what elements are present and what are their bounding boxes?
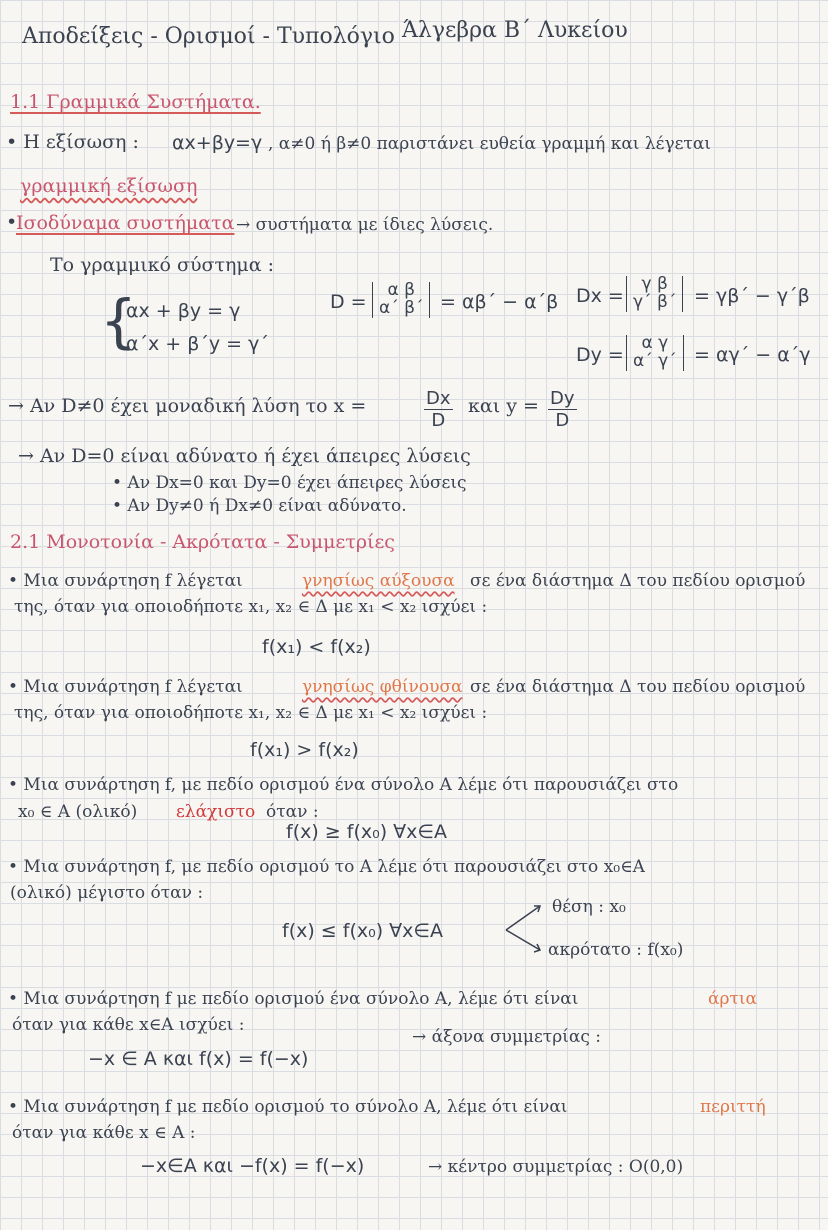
- linear-eq-lead: • Η εξίσωση :: [6, 131, 139, 153]
- linear-eq-formula: αx+βy=γ: [172, 132, 263, 154]
- dx-result: = γβ΄ − γ΄β: [694, 285, 810, 307]
- dx-label: Dx =: [576, 285, 624, 307]
- increasing-term: γνησίως αύξουσα: [302, 571, 455, 591]
- dy-determinant: [626, 335, 684, 371]
- fraction-dx-over-d: [424, 388, 453, 431]
- section-heading-2-1: 2.1 Μονοτονία - Ακρότατα - Συμμετρίες: [10, 531, 395, 553]
- case-d-zero-b: • Αν Dy≠0 ή Dx≠0 είναι αδύνατο.: [112, 496, 407, 516]
- even-line-1a: • Μια συνάρτηση f με πεδίο ορισμού ένα σύνολο A, λέμε ότι είναι: [8, 989, 579, 1009]
- system-brace: {: [100, 287, 137, 355]
- even-line-2: όταν για κάθε x∈A ισχύει :: [12, 1015, 245, 1035]
- odd-formula: −x∈A και −f(x) = f(−x): [140, 1155, 365, 1177]
- odd-term: περιττή: [700, 1097, 766, 1117]
- dy-row-2: α΄ γ΄: [633, 350, 677, 371]
- d-row-1: α β: [387, 280, 415, 300]
- system-intro: Το γραμμικό σύστημα :: [50, 254, 275, 276]
- linear-eq-term: γραμμική εξίσωση: [20, 175, 198, 197]
- d-result: = αβ΄ − α΄β: [440, 291, 559, 313]
- minimum-line-2a: x₀ ∈ A (ολικό): [18, 802, 138, 822]
- d-determinant: [372, 282, 430, 318]
- fraction-denominator: D: [431, 410, 446, 431]
- decreasing-formula: f(x₁) > f(x₂): [250, 739, 359, 761]
- dy-result: = αγ΄ − α΄γ: [694, 344, 811, 366]
- case-d-zero-a: • Αν Dx=0 και Dy=0 έχει άπειρες λύσεις: [112, 473, 467, 493]
- maximum-value: ακρότατο : f(x₀): [548, 940, 684, 960]
- d-label: D =: [330, 291, 367, 313]
- case-and: και y =: [468, 395, 539, 417]
- even-axis: → άξονα συμμετρίας :: [412, 1027, 601, 1047]
- system-eq-1: αx + βy = γ: [126, 300, 241, 322]
- system-eq-2: α΄x + β΄y = γ΄: [126, 333, 269, 355]
- fraction-dy-over-d: [548, 388, 577, 431]
- section-heading-1-1: 1.1 Γραμμικά Συστήματα.: [10, 91, 261, 113]
- equivalent-systems-def: → συστήματα με ίδιες λύσεις.: [236, 215, 494, 235]
- fraction-numerator: Dx: [426, 388, 451, 409]
- increasing-formula: f(x₁) < f(x₂): [262, 636, 371, 658]
- even-formula: −x ∈ A και f(x) = f(−x): [88, 1048, 309, 1070]
- dy-label: Dy =: [576, 344, 624, 366]
- decreasing-term: γνησίως φθίνουσα: [302, 677, 463, 697]
- odd-line-2: όταν για κάθε x ∈ A :: [12, 1123, 196, 1143]
- maximum-position: θέση : x₀: [552, 897, 626, 917]
- dy-row-1: α γ: [641, 333, 669, 353]
- fraction-denominator: D: [555, 410, 570, 431]
- dx-row-2: γ΄ β΄: [633, 291, 677, 312]
- fraction-numerator: Dy: [550, 388, 575, 409]
- minimum-formula: f(x) ≥ f(x₀) ∀x∈A: [286, 821, 447, 843]
- page-title: Αποδείξεις - Ορισμοί - Τυπολόγιο: [22, 24, 395, 49]
- dx-determinant: [626, 276, 683, 312]
- decreasing-line-1a: • Μια συνάρτηση f λέγεται: [8, 677, 243, 697]
- d-row-2: α΄ β΄: [379, 297, 424, 318]
- subject-title: Άλγεβρα Β΄ Λυκείου: [402, 18, 628, 43]
- increasing-line-2: της, όταν για οποιοδήποτε x₁, x₂ ∈ Δ με x₁ < x₂ ισχύει :: [14, 597, 488, 617]
- increasing-line-1b: σε ένα διάστημα Δ του πεδίου ορισμού: [470, 571, 806, 591]
- even-term: άρτια: [708, 989, 758, 1009]
- case-d-nonzero: → Αν D≠0 έχει μοναδική λύση το x =: [8, 395, 367, 417]
- dx-row-1: γ β: [641, 274, 668, 294]
- equivalent-systems-term: Ισοδύναμα συστήματα: [16, 212, 235, 234]
- minimum-line-1: • Μια συνάρτηση f, με πεδίο ορισμού ένα σύνολο A λέμε ότι παρουσιάζει στο: [8, 775, 679, 795]
- odd-line-1a: • Μια συνάρτηση f με πεδίο ορισμού το σύνολο A, λέμε ότι είναι: [8, 1097, 568, 1117]
- decreasing-line-1b: σε ένα διάστημα Δ του πεδίου ορισμού: [470, 677, 806, 697]
- bullet: •: [6, 211, 18, 233]
- odd-center: → κέντρο συμμετρίας : O(0,0): [428, 1157, 684, 1177]
- maximum-line-2: (ολικό) μέγιστο όταν :: [10, 883, 204, 903]
- case-d-zero: → Αν D=0 είναι αδύνατο ή έχει άπειρες λύσεις: [18, 445, 471, 467]
- decreasing-line-2: της, όταν για οποιοδήποτε x₁, x₂ ∈ Δ με x₁ < x₂ ισχύει :: [14, 703, 488, 723]
- minimum-line-2b: όταν :: [266, 802, 319, 822]
- maximum-line-1: • Μια συνάρτηση f, με πεδίο ορισμού το A λέμε ότι παρουσιάζει στο x₀∈A: [8, 857, 645, 877]
- minimum-term: ελάχιστο: [176, 802, 256, 822]
- branch-arrows-icon: [500, 898, 550, 958]
- linear-eq-condition: , α≠0 ή β≠0 παριστάνει ευθεία γραμμή και λέγεται: [268, 134, 711, 154]
- increasing-line-1a: • Μια συνάρτηση f λέγεται: [8, 571, 243, 591]
- maximum-formula: f(x) ≤ f(x₀) ∀x∈A: [282, 920, 443, 942]
